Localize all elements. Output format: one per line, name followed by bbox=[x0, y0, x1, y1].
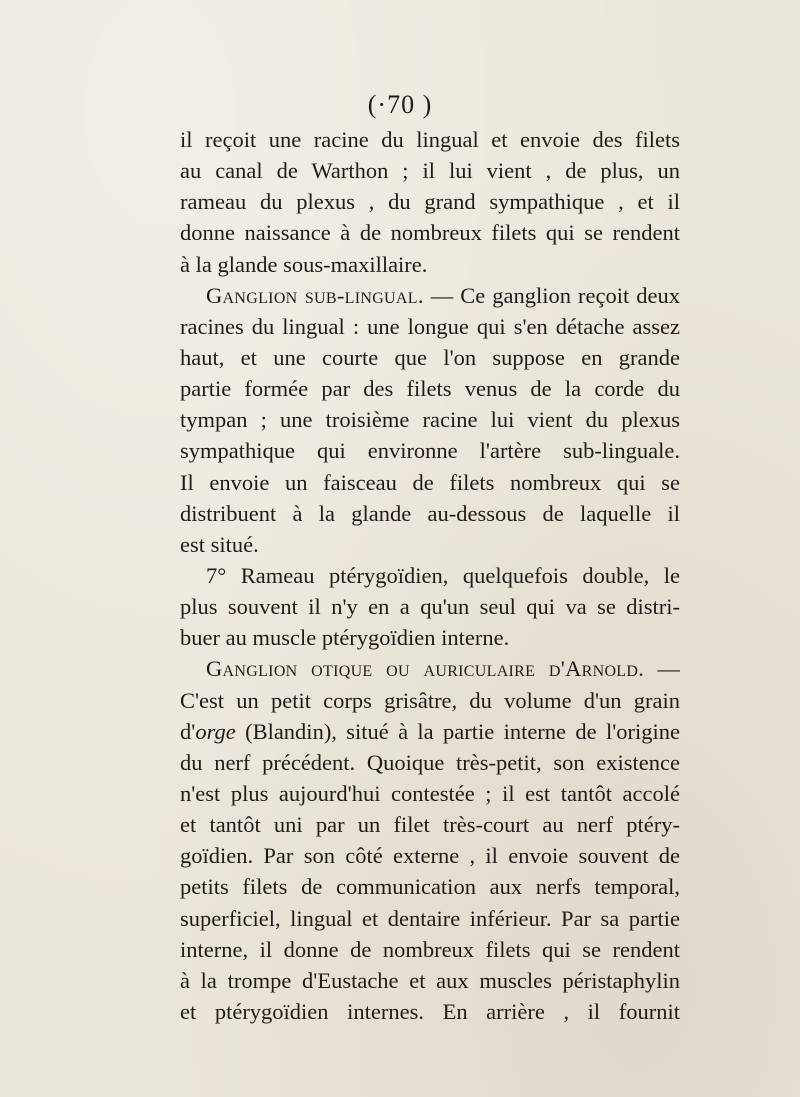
text-run: il reçoit une racine du lingual et envoie des filets bbox=[180, 127, 680, 152]
text-line bbox=[180, 249, 680, 280]
text-line bbox=[180, 778, 680, 809]
text-run: à la glande sous-maxillaire. bbox=[180, 251, 428, 277]
text-run: superficiel, lingual et dentaire inférieur. Par sa partie bbox=[180, 905, 680, 931]
section-heading: Ganglion otique ou auriculaire d'Arnold. bbox=[206, 656, 645, 682]
text-line bbox=[180, 996, 680, 1027]
text-line bbox=[180, 934, 680, 965]
text-line bbox=[180, 591, 680, 622]
text-run: plus souvent il n'y en a qu'un seul qui va se distri- bbox=[180, 594, 680, 620]
text-run: rameau du plexus , du grand sympathique , et il bbox=[180, 189, 680, 215]
text-line bbox=[180, 373, 680, 404]
text-line bbox=[180, 404, 680, 435]
text-run: du nerf précédent. Quoique très-petit, son existence bbox=[180, 749, 680, 775]
text-run: interne, il donne de nombreux filets qui se rendent bbox=[180, 936, 680, 962]
text-line bbox=[180, 685, 680, 716]
text-line bbox=[180, 186, 680, 217]
text-line bbox=[180, 342, 680, 373]
text-line bbox=[180, 124, 680, 155]
text-line bbox=[180, 560, 680, 591]
text-run: n'est plus aujourd'hui contestée ; il est tantôt accolé bbox=[180, 780, 680, 806]
text-line bbox=[180, 903, 680, 934]
text-run: et ptérygoïdien internes. En arrière , il fournit bbox=[180, 998, 680, 1024]
text-run: donne naissance à de nombreux filets qui se rendent bbox=[180, 220, 680, 246]
text-run: racines du lingual : une longue qui s'en détache assez bbox=[180, 313, 680, 339]
text-run: petits filets de communication aux nerfs temporal, bbox=[180, 874, 680, 900]
text-run: partie formée par des filets venus de la corde du bbox=[180, 376, 680, 402]
text-run: buer au muscle ptérygoïdien interne. bbox=[180, 625, 510, 651]
body-text bbox=[180, 124, 680, 1027]
text-run: est situé. bbox=[180, 531, 259, 557]
text-run: 7° Rameau ptérygoïdien, quelquefois double, le bbox=[206, 562, 680, 588]
text-line bbox=[180, 280, 680, 311]
text-line bbox=[180, 622, 680, 653]
text-run: tympan ; une troisième racine lui vient du plexus bbox=[180, 407, 680, 433]
text-line bbox=[180, 871, 680, 902]
text-run: d' bbox=[180, 718, 196, 744]
text-line bbox=[180, 653, 680, 684]
section-heading: Ganglion sub-lingual. bbox=[206, 282, 424, 308]
text-run: et tantôt uni par un filet très-court au nerf ptéry- bbox=[180, 812, 680, 838]
text-line bbox=[180, 155, 680, 186]
text-line bbox=[180, 716, 680, 747]
text-line bbox=[180, 529, 680, 560]
text-line bbox=[180, 840, 680, 871]
text-run: distribuent à la glande au-dessous de laquelle il bbox=[180, 500, 680, 526]
text-run: Il envoie un faisceau de filets nombreux qui se bbox=[180, 469, 680, 495]
text-run: — Ce ganglion reçoit deux bbox=[423, 282, 680, 308]
text-line bbox=[180, 498, 680, 529]
text-line bbox=[180, 809, 680, 840]
text-run: haut, et une courte que l'on suppose en grande bbox=[180, 344, 680, 370]
text-run: — bbox=[644, 656, 680, 682]
text-run: sympathique qui environne l'artère sub-linguale. bbox=[180, 438, 680, 464]
italic-text: orge bbox=[195, 718, 236, 744]
text-line bbox=[180, 467, 680, 498]
text-run: (Blandin), situé à la partie interne de l'origine bbox=[235, 718, 680, 744]
text-line bbox=[180, 435, 680, 466]
text-run: goïdien. Par son côté externe , il envoie souvent de bbox=[180, 843, 680, 869]
text-run: au canal de Warthon ; il lui vient , de plus, un bbox=[180, 158, 680, 184]
text-line bbox=[180, 217, 680, 248]
text-run: C'est un petit corps grisâtre, du volume d'un grain bbox=[180, 687, 680, 713]
text-run: à la trompe d'Eustache et aux muscles péristaphylin bbox=[180, 967, 680, 993]
page-number: (·70 ) bbox=[367, 90, 433, 119]
text-line bbox=[180, 965, 680, 996]
text-line bbox=[180, 747, 680, 778]
text-line bbox=[180, 311, 680, 342]
